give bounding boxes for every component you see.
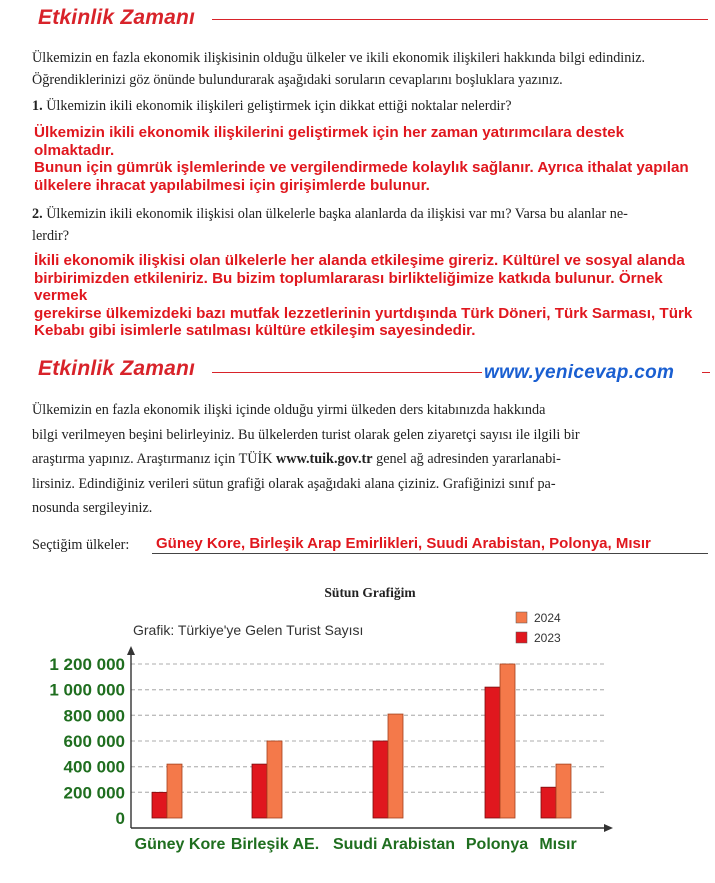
x-category-label: Polonya — [465, 836, 529, 853]
section2-title-rule-end — [702, 372, 710, 373]
bar-2023 — [373, 741, 388, 818]
answer-2-line: gerekirse ülkemizdeki bazı mutfak lezzetlerinin yurtdışında Türk Döneri, Türk Sarması, Türk — [34, 304, 693, 322]
question-1 — [32, 95, 707, 117]
tuik-link-text: www.tuik.gov.tr — [276, 451, 373, 467]
intro-line-2: Öğrendiklerinizi göz önünde bulundurarak aşağıdaki soruların cevaplarını boşluklara yazınız. — [32, 72, 563, 88]
bar-2023 — [485, 687, 500, 818]
bar-2024 — [267, 741, 282, 818]
legend-label-2024: 2024 — [534, 611, 561, 625]
bar-chart — [0, 600, 715, 883]
paragraph-line: genel ağ adresinden yararlanabi- — [372, 451, 561, 467]
bar-2024 — [500, 664, 515, 818]
x-category-label: Mısır — [539, 836, 577, 853]
section2-title: Etkinlik Zamanı — [38, 357, 196, 380]
x-category-label: Birleşik AE. — [230, 836, 320, 853]
bar-2023 — [152, 792, 167, 818]
y-tick-label: 400 000 — [63, 757, 125, 777]
question-2-text-cont: lerdir? — [32, 228, 70, 244]
x-category-label: Güney Kore — [134, 836, 226, 853]
answer-1-line: Ülkemizin ikili ekonomik ilişkilerini geliştirmek için her zaman yatırımcılara destek olmaktadır. — [34, 124, 625, 159]
question-2-number: 2. — [32, 206, 43, 222]
paragraph-line: nosunda sergileyiniz. — [32, 500, 153, 516]
answer-2-line: Kebabı gibi isimlerle satılması kültüre etkileşim sayesindedir. — [34, 322, 476, 339]
legend-swatch-2024 — [516, 612, 527, 623]
bar-2024 — [556, 764, 571, 818]
answer-1-line: ülkelere ihracat yapılabilmesi için girişimlerde bulunur. — [34, 176, 430, 194]
bar-2024 — [388, 714, 403, 818]
question-2 — [32, 203, 707, 247]
section2-title-rule — [212, 372, 482, 373]
y-tick-label: 600 000 — [63, 732, 125, 751]
paragraph-line: bilgi verilmeyen beşini belirleyiniz. Bu ülkelerden turist olarak gelen ziyaretçi sayısı ile ilgili bir — [32, 426, 580, 443]
y-tick-label: 1 200 000 — [49, 655, 125, 674]
answer-2-line: birbirimizden etkileniriz. Bu bizim toplumlararası birlikteliğimize katkıda bulunur. Örnek vermek — [34, 269, 663, 304]
bar-2024 — [167, 764, 182, 818]
selected-countries-value: Güney Kore, Birleşik Arap Emirlikleri, Suudi Arabistan, Polonya, Mısır — [156, 535, 651, 552]
selected-countries-underline — [152, 553, 708, 554]
section1-title: Etkinlik Zamanı — [38, 6, 196, 29]
chart-title: Grafik: Türkiye'ye Gelen Turist Sayısı — [133, 622, 364, 638]
answer-1-line: Bunun için gümrük işlemlerinde ve vergilendirmede kolaylık sağlanır. Ayrıca ithalat yapılan — [34, 159, 689, 176]
answer-2-line: İkili ekonomik ilişkisi olan ülkelerle her alanda etkileşime gireriz. Kültürel ve sosyal alanda — [34, 252, 685, 269]
answer-1 — [34, 124, 694, 194]
question-1-text: Ülkemizin ikili ekonomik ilişkileri geliştirmek için dikkat ettiği noktalar nelerdir? — [46, 98, 512, 114]
paragraph-line: araştırma yapınız. Araştırmanız için TÜİK — [32, 451, 276, 467]
selected-countries-label: Seçtiğim ülkeler: — [32, 537, 130, 553]
legend-swatch-2023 — [516, 632, 527, 643]
bar-2023 — [541, 787, 556, 818]
x-category-label: Suudi Arabistan — [332, 836, 456, 853]
x-axis-arrow — [604, 824, 613, 832]
y-axis-arrow — [127, 646, 135, 655]
y-tick-label: 200 000 — [63, 783, 125, 803]
y-tick-label: 0 — [115, 809, 125, 828]
y-tick-label: 1 000 000 — [49, 680, 125, 700]
question-2-text: Ülkemizin ikili ekonomik ilişkisi olan ülkelerle başka alanlarda da ilişkisi var mı? Varsa bu alanlar ne- — [46, 206, 628, 222]
legend-label-2023: 2023 — [534, 631, 561, 645]
question-1-number: 1. — [32, 98, 43, 114]
chart-heading: Sütun Grafiğim — [324, 585, 416, 600]
watermark: www.yenicevap.com — [484, 362, 675, 383]
paragraph-line: Ülkemizin en fazla ekonomik ilişki içinde olduğu yirmi ülkeden ders kitabınızda hakkında — [32, 402, 546, 418]
bar-2023 — [252, 764, 267, 818]
paragraph-line: lirsiniz. Edindiğiniz verileri sütun grafiği olarak aşağıdaki alana çiziniz. Grafiğinizi sınıf pa- — [32, 475, 556, 492]
section1-title-rule — [212, 19, 708, 20]
section2-paragraph — [32, 398, 642, 521]
section1-intro — [32, 47, 707, 91]
answer-2 — [34, 252, 694, 340]
intro-line-1: Ülkemizin en fazla ekonomik ilişkisinin olduğu ülkeler ve ikili ekonomik ilişkileri hakkında bilgi edindiniz. — [32, 50, 646, 66]
y-tick-label: 800 000 — [63, 706, 125, 726]
